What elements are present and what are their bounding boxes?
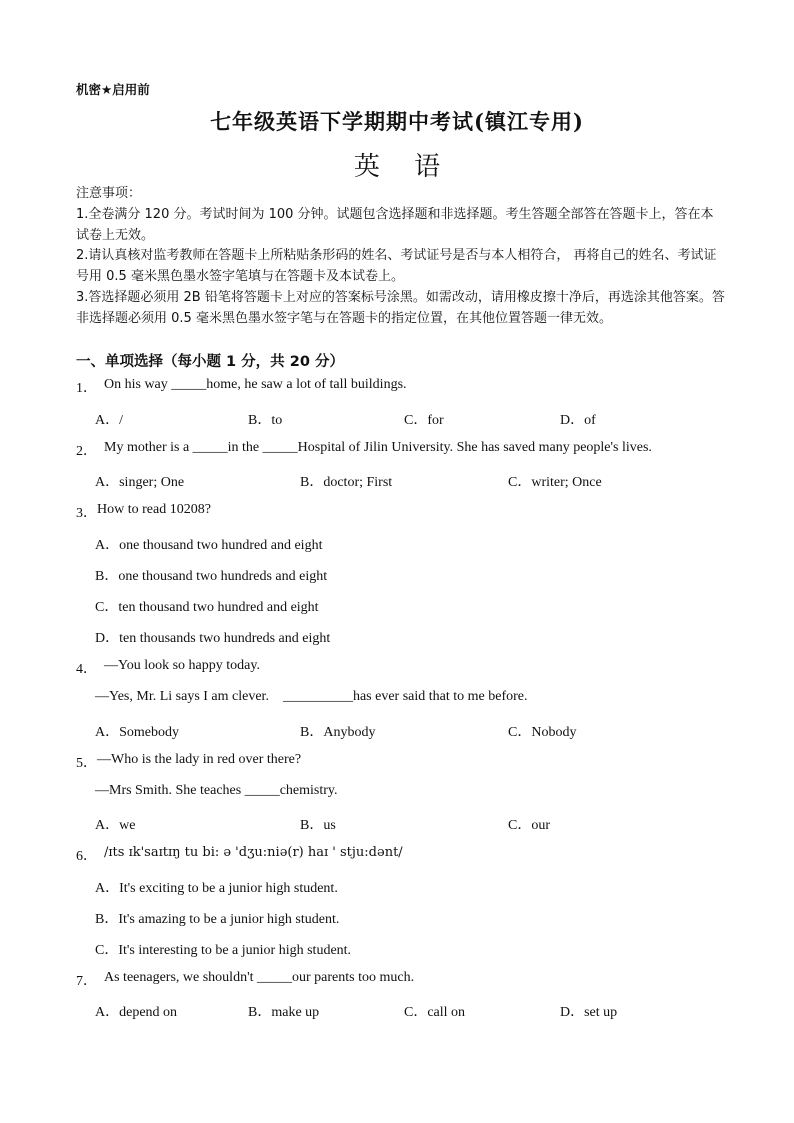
question-number: 6．: [76, 849, 97, 864]
option-a: A．/: [95, 413, 123, 428]
notes-heading: 注意事项：: [76, 186, 142, 201]
option-b: B．It's amazing to be a junior high student.: [95, 912, 340, 927]
option-c: C．for: [404, 413, 444, 428]
question-stem-reply: —Yes, Mr. Li says I am clever. __________has ever said that to me before.: [95, 689, 528, 704]
question-stem: —Who is the lady in red over there?: [97, 752, 302, 767]
option-b: B．doctor; First: [300, 475, 393, 490]
option-d: D．set up: [560, 1005, 618, 1020]
question-number: 5．: [76, 756, 97, 771]
question-number: 4．: [76, 662, 97, 677]
option-b: B．Anybody: [300, 725, 376, 740]
option-a: A．we: [95, 818, 136, 833]
option-c: C．our: [508, 818, 550, 833]
option-a: A．It's exciting to be a junior high student.: [95, 881, 338, 896]
question-stem-reply: —Mrs Smith. She teaches _____chemistry.: [95, 783, 338, 798]
question-number: 3．: [76, 506, 97, 521]
option-a: A．depend on: [95, 1005, 178, 1020]
section-heading: 一、单项选择（每小题 1 分，共 20 分）: [76, 354, 344, 370]
question-number: 1．: [76, 381, 97, 396]
question-stem: My mother is a _____in the _____Hospital of Jilin University. She has saved many people's lives.: [104, 440, 652, 455]
question-number: 7．: [76, 974, 97, 989]
question-stem: How to read 10208?: [97, 502, 211, 517]
option-b: B．to: [248, 413, 283, 428]
confidential-mark: 机密★启用前: [76, 82, 150, 97]
option-a: A．Somebody: [95, 725, 179, 740]
option-b: B．one thousand two hundreds and eight: [95, 569, 328, 584]
option-c: C．It's interesting to be a junior high student.: [95, 943, 352, 958]
question-stem: —You look so happy today.: [104, 658, 260, 673]
note-item-3: 3.答选择题必须用 2B 铅笔将答题卡上对应的答案标号涂黑。如需改动，请用橡皮擦十净后，再选涂其他答案。答非选择题必须用 0.5 毫米黑色墨水签字笔与在答题卡的指定位置，在其他位置答题一律无效。: [76, 289, 725, 326]
option-a: A．one thousand two hundred and eight: [95, 538, 323, 553]
subject-title: 英 语: [353, 152, 441, 182]
note-item-1: 1.全卷满分 120 分。考试时间为 100 分钟。试题包含选择题和非选择题。考生答题全部答在答题卡上，答在本试卷上无效。: [76, 206, 714, 243]
question-stem: On his way _____home, he saw a lot of tall buildings.: [104, 377, 407, 392]
exam-title: 七年级英语下学期期中考试(镇江专用): [210, 109, 584, 134]
option-b: B．us: [300, 818, 336, 833]
question-stem: As teenagers, we shouldn't _____our parents too much.: [104, 970, 415, 985]
note-item-2: 2.请认真核对监考教师在答题卡上所粘贴条形码的姓名、考试证号是否与本人相符合， 再将自己的姓名、考试证号用 0.5 毫米黑色墨水签字笔填与在答题卡及本试卷上。: [76, 248, 717, 285]
option-a: A．singer; One: [95, 475, 185, 490]
option-c: C．ten thousand two hundred and eight: [95, 600, 319, 615]
option-d: D．ten thousands two hundreds and eight: [95, 631, 331, 646]
option-b: B．make up: [248, 1005, 320, 1020]
phonetic-transcription: /ɪts ɪk'saɪtɪŋ tu bi: ə 'dʒu:niə(r) haɪ ' stju:dənt/: [104, 845, 403, 860]
option-d: D．of: [560, 413, 596, 428]
exam-notes: [76, 184, 726, 330]
option-c: C．Nobody: [508, 725, 577, 740]
question-number: 2．: [76, 444, 97, 459]
option-c: C．writer; Once: [508, 475, 602, 490]
option-c: C．call on: [404, 1005, 466, 1020]
